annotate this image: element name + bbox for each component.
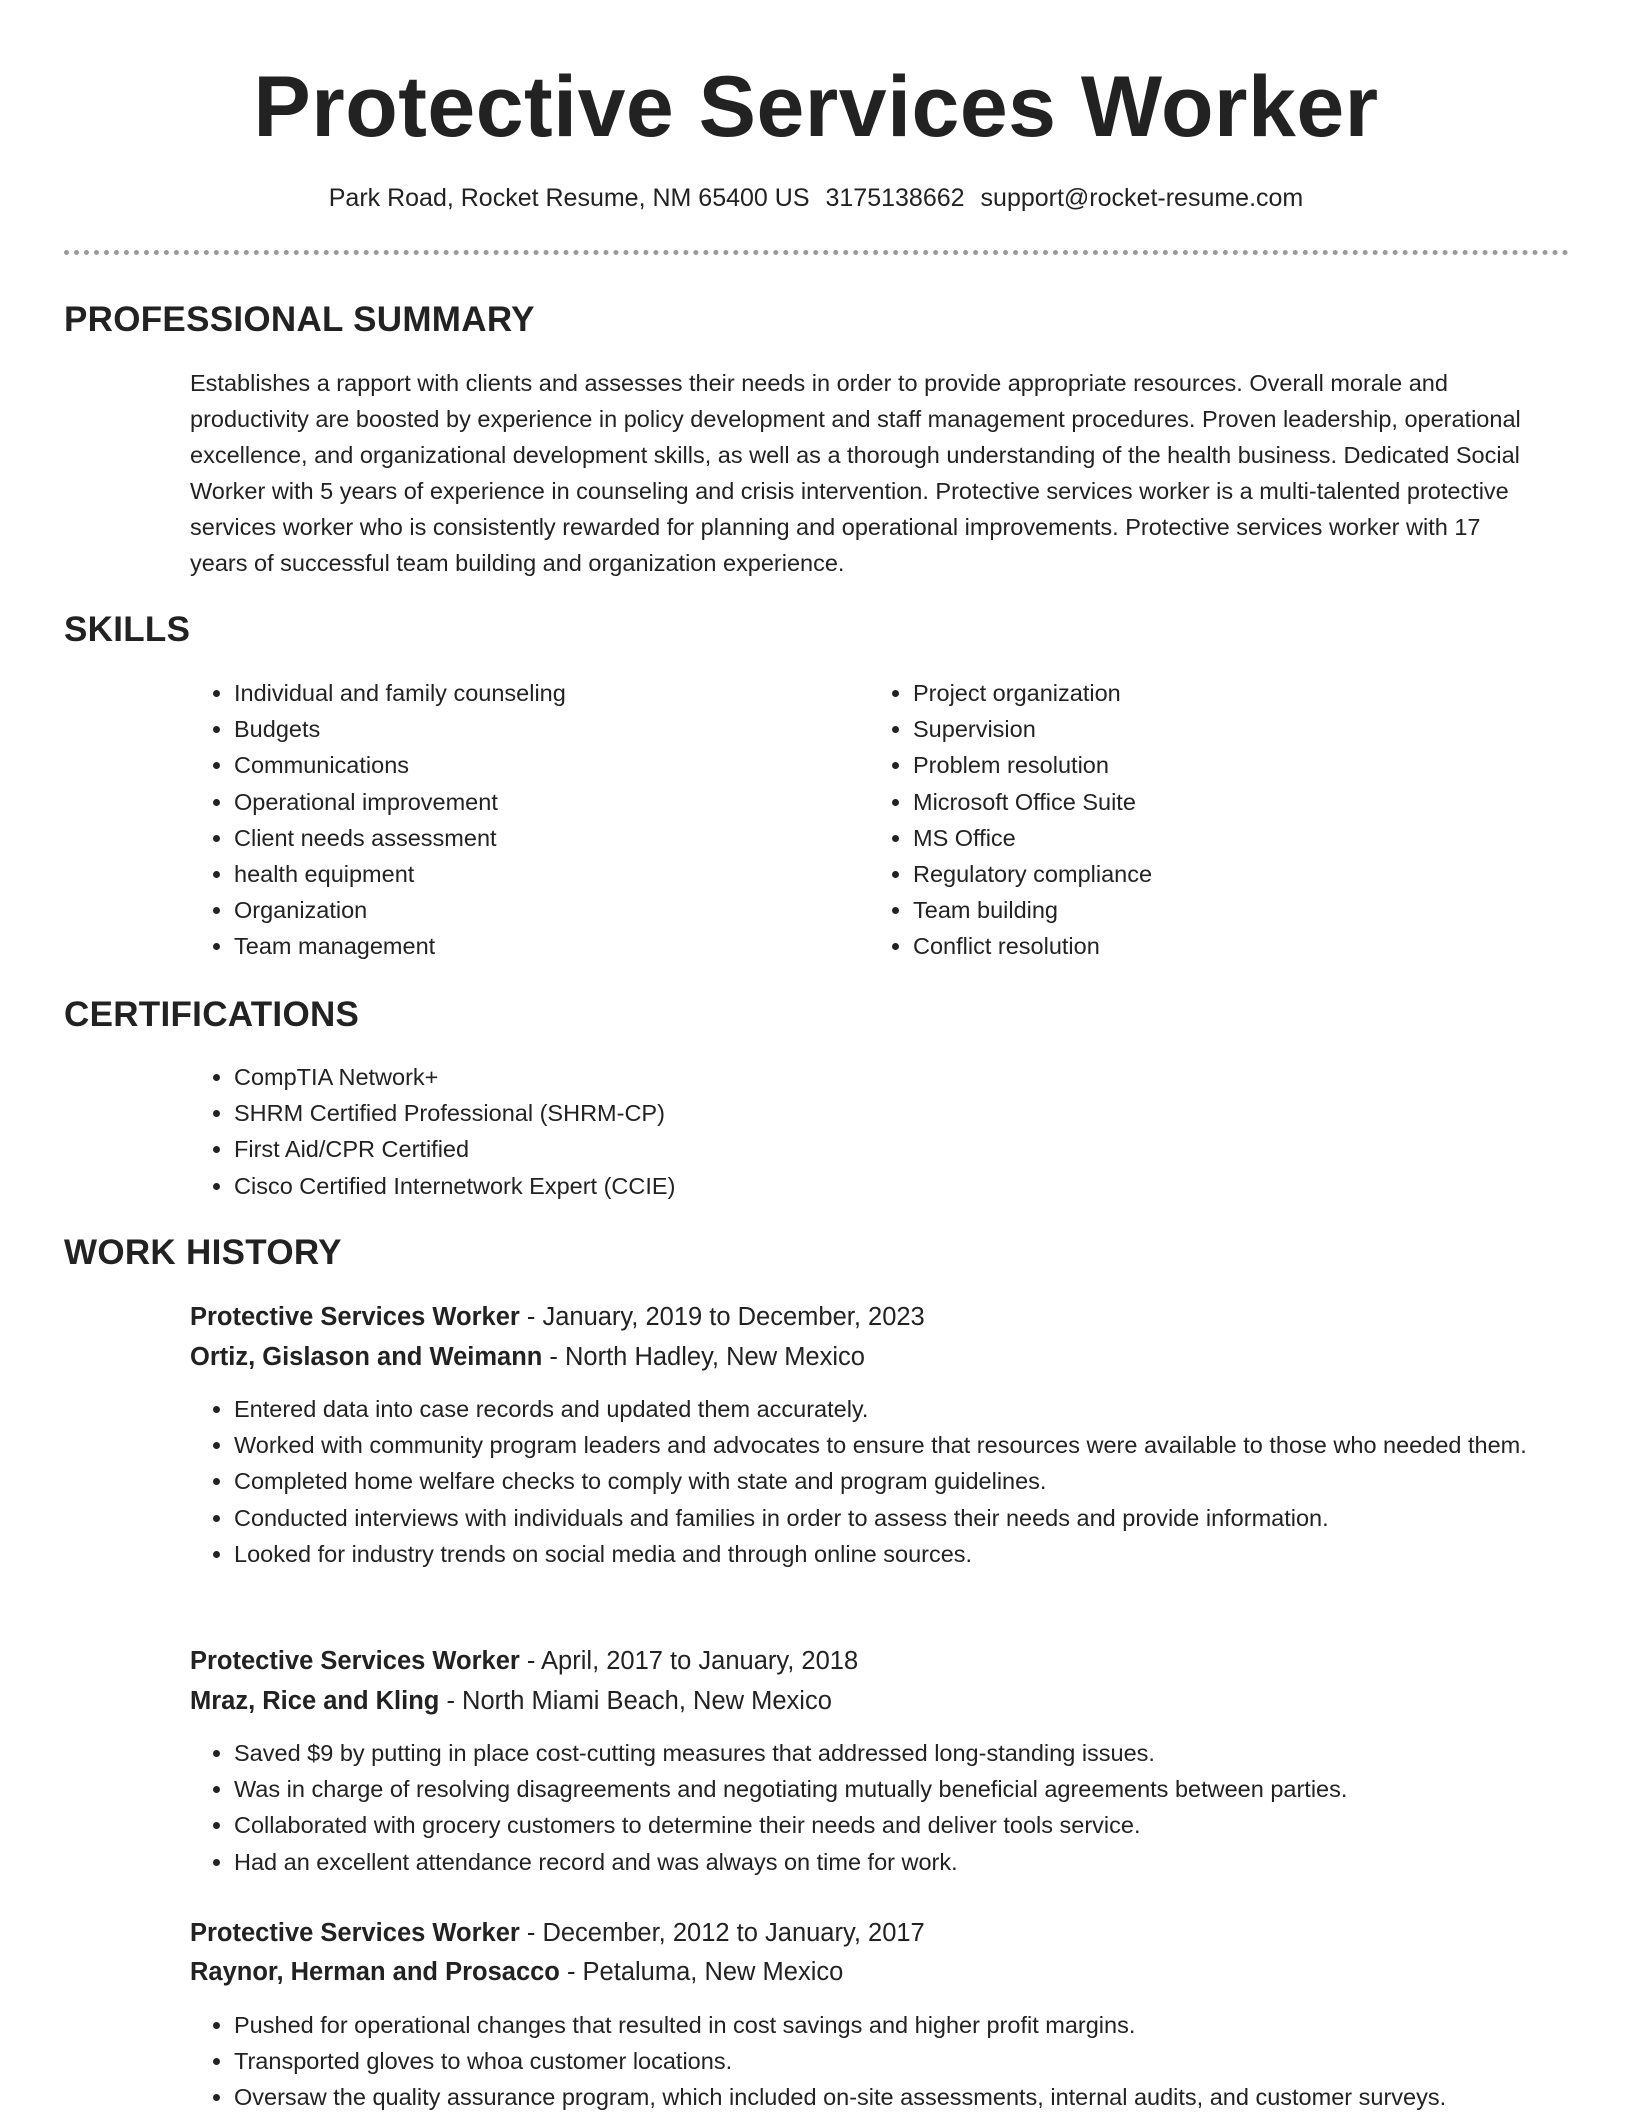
work-history-heading: WORK HISTORY: [64, 1233, 342, 1272]
skill-item: • health equipment: [234, 856, 854, 892]
job-bullet: • Was in charge of resolving disagreements and negotiating mutually beneficial agreements between parties.: [234, 1771, 1584, 1807]
skill-item: • Operational improvement: [234, 784, 854, 820]
job-bullet: • Pushed for operational changes that resulted in cost savings and higher profit margins.: [234, 2007, 1584, 2043]
job-company: Ortiz, Gislason and Weimann: [190, 1343, 543, 1371]
skill-item: • Project organization: [913, 675, 1533, 711]
job-company: Mraz, Rice and Kling: [190, 1687, 440, 1715]
resume-name: Protective Services Worker: [253, 59, 1379, 155]
job-bullet: • Transported gloves to whoa customer locations.: [234, 2043, 1584, 2079]
job-bullet: • Collaborated with grocery customers to determine their needs and deliver tools service.: [234, 1807, 1584, 1843]
job-title-line: [190, 1915, 925, 1951]
job-company-line: [190, 1683, 832, 1719]
job-company: Raynor, Herman and Prosacco: [190, 1958, 560, 1986]
job-title-line: [190, 1643, 858, 1679]
skill-item: • Individual and family counseling: [234, 675, 854, 711]
contact-address: Park Road, Rocket Resume, NM 65400 US: [328, 184, 810, 212]
skill-item: • Communications: [234, 747, 854, 783]
skills-heading: SKILLS: [64, 610, 191, 649]
summary-text: Establishes a rapport with clients and assesses their needs in order to provide appropriate resources. Overall morale and productivity are boosted by experience in policy development and staff management procedures. Proven leadership, operational excellence, and organizational development skills, as well as a thorough understanding of the health business. Dedicated Social Worker with 5 years of experience in counseling and crisis intervention. Protective services worker is a multi-talented protective services worker who is consistently rewarded for planning and operational improvements. Protective services worker with 17 years of successful team building and organization experience.: [190, 370, 1521, 576]
skill-item: • Microsoft Office Suite: [913, 784, 1533, 820]
job-dates: - January, 2019 to December, 2023: [519, 1303, 925, 1331]
skill-item: • Problem resolution: [913, 747, 1533, 783]
job-bullet: • Entered data into case records and updated them accurately.: [234, 1391, 1584, 1427]
certification-item: • CompTIA Network+: [234, 1059, 1534, 1095]
job-company-line: [190, 1954, 843, 1990]
skill-item: • Team management: [234, 928, 854, 964]
job-bullet: • Completed home welfare checks to comply with state and program guidelines.: [234, 1463, 1584, 1499]
job-role: Protective Services Worker: [190, 1303, 520, 1331]
job-bullet: • Oversaw the quality assurance program, which included on-site assessments, internal audits, and customer surveys.: [234, 2079, 1584, 2115]
job-title-line: [190, 1299, 925, 1335]
skill-item: • Organization: [234, 892, 854, 928]
job-bullet: • Looked for industry trends on social media and through online sources.: [234, 1536, 1584, 1572]
job-dates: - April, 2017 to January, 2018: [519, 1647, 859, 1675]
skill-item: • MS Office: [913, 820, 1533, 856]
skills-list-left: [190, 675, 854, 965]
job-role: Protective Services Worker: [190, 1647, 520, 1675]
job-bullets: [190, 1391, 1584, 1572]
job-dates: - December, 2012 to January, 2017: [519, 1919, 925, 1947]
contact-email[interactable]: support@rocket-resume.com: [980, 184, 1304, 212]
certifications-heading: CERTIFICATIONS: [64, 995, 360, 1034]
skill-item: • Team building: [913, 892, 1533, 928]
job-location: - Petaluma, New Mexico: [559, 1958, 844, 1986]
contact-phone: 3175138662: [825, 184, 965, 212]
job-bullet: • Had an excellent attendance record and was always on time for work.: [234, 1844, 1584, 1880]
skill-item: • Budgets: [234, 711, 854, 747]
job-bullet: • Worked with community program leaders and advocates to ensure that resources were available to those who needed them.: [234, 1427, 1584, 1463]
job-role: Protective Services Worker: [190, 1919, 520, 1947]
skill-item: • Regulatory compliance: [913, 856, 1533, 892]
header-divider: [64, 250, 1569, 255]
job-bullets: [190, 1735, 1584, 1880]
skills-list-right: [869, 675, 1533, 965]
certifications-list: [190, 1059, 1534, 1204]
certification-item: • SHRM Certified Professional (SHRM-CP): [234, 1095, 1534, 1131]
job-location: - North Hadley, New Mexico: [542, 1343, 865, 1371]
skill-item: • Conflict resolution: [913, 928, 1533, 964]
job-bullet: • Conducted interviews with individuals and families in order to assess their needs and provide information.: [234, 1500, 1584, 1536]
certification-item: • Cisco Certified Internetwork Expert (CCIE): [234, 1168, 1534, 1204]
job-bullet: • Saved $9 by putting in place cost-cutting measures that addressed long-standing issues.: [234, 1735, 1584, 1771]
summary-heading: PROFESSIONAL SUMMARY: [64, 300, 535, 339]
certification-item: • First Aid/CPR Certified: [234, 1131, 1534, 1167]
job-location: - North Miami Beach, New Mexico: [439, 1687, 832, 1715]
contact-line: [0, 180, 1632, 216]
skill-item: • Supervision: [913, 711, 1533, 747]
skill-item: • Client needs assessment: [234, 820, 854, 856]
job-company-line: [190, 1339, 865, 1375]
job-bullets: [190, 2007, 1584, 2116]
